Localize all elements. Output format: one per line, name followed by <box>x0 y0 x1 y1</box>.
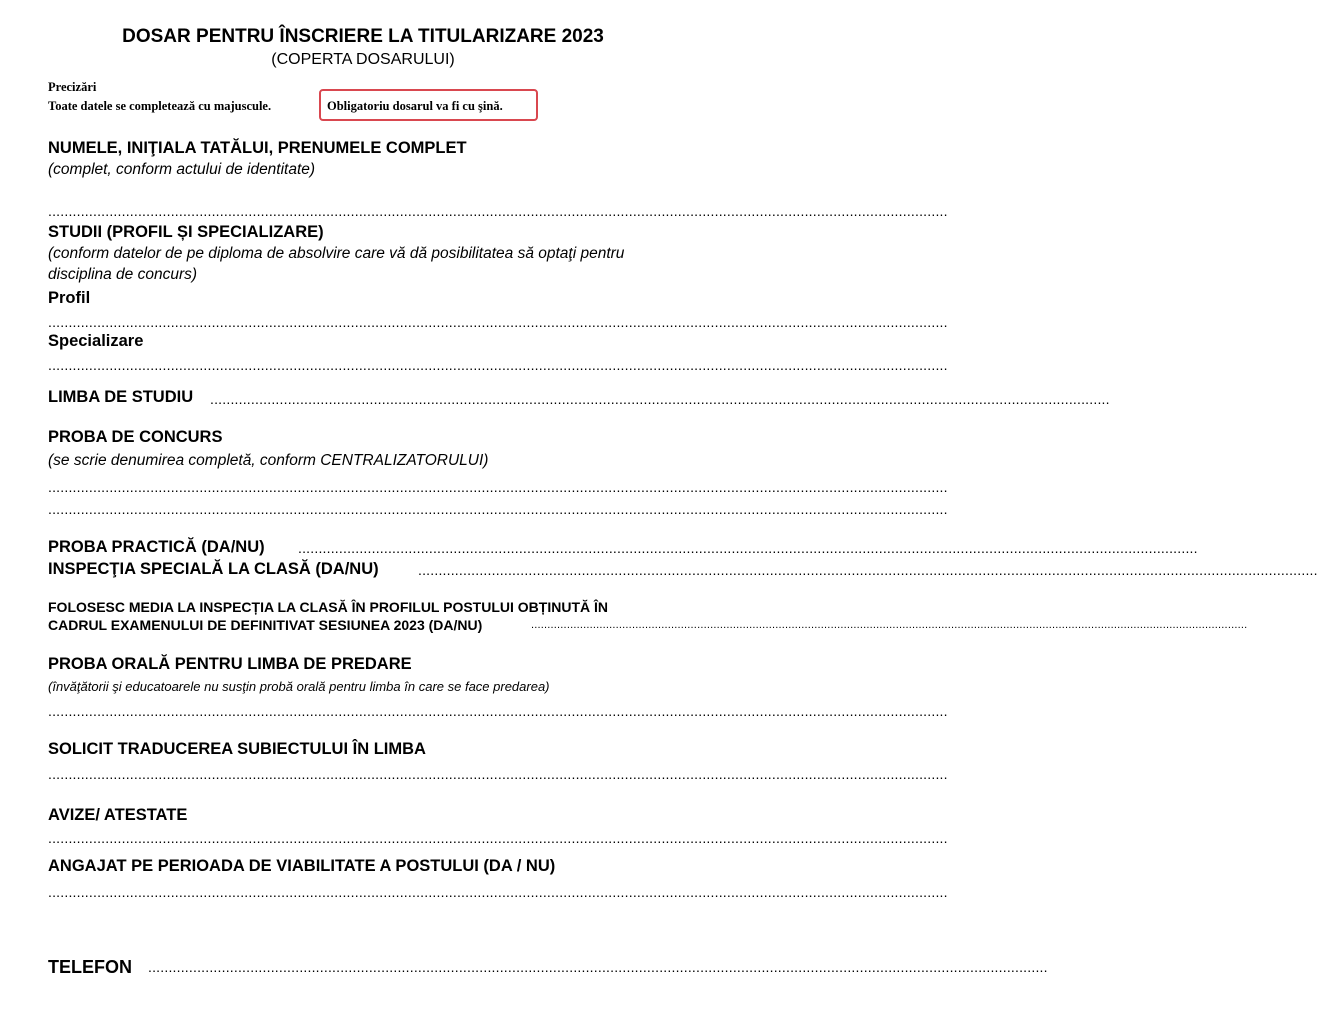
oral-field[interactable]: ............................................................................................................................................................................................................................ <box>48 703 948 719</box>
oral-label: PROBA ORALĂ PENTRU LIMBA DE PREDARE <box>48 655 412 673</box>
endorsements-label: AVIZE/ ATESTATE <box>48 806 188 824</box>
studies-label: STUDII (PROFIL ȘI SPECIALIZARE) <box>48 223 324 241</box>
average-field[interactable]: ............................................................................................................................................................................................................................ <box>531 619 1248 631</box>
language-field[interactable]: ............................................................................................................................................................................................................................ <box>210 391 1110 407</box>
practical-label: PROBA PRACTICĂ (DA/NU) <box>48 538 265 556</box>
average-line1: FOLOSESC MEDIA LA INSPECȚIA LA CLASĂ ÎN PROFILUL POSTULUI OBȚINUTĂ ÎN <box>48 599 608 615</box>
studies-hint-line2: disciplina de concurs) <box>48 266 198 283</box>
notes-binder-rule: Obligatoriu dosarul va fi cu şină. <box>327 99 503 113</box>
exam-field-line2[interactable]: ............................................................................................................................................................................................................................ <box>48 501 948 517</box>
translation-label: SOLICIT TRADUCEREA SUBIECTULUI ÎN LIMBA <box>48 740 426 758</box>
specialization-label: Specializare <box>48 332 144 350</box>
studies-hint-line1: (conform datelor de pe diploma de absolvire care vă dă posibilitatea să optaţi pentru <box>48 245 625 262</box>
name-hint: (complet, conform actului de identitate) <box>48 161 316 178</box>
inspection-field[interactable]: ............................................................................................................................................................................................................................ <box>418 562 1318 578</box>
highlight-box <box>319 89 538 121</box>
practical-field[interactable]: ............................................................................................................................................................................................................................ <box>298 540 1198 556</box>
average-line2: CADRUL EXAMENULUI DE DEFINITIVAT SESIUNEA 2023 (DA/NU) <box>48 617 483 633</box>
employment-field[interactable]: ............................................................................................................................................................................................................................ <box>48 884 948 900</box>
oral-hint: (învăţătorii şi educatoarele nu susţin probă orală pentru limba în care se face predarea) <box>48 679 550 694</box>
endorsements-field[interactable]: ............................................................................................................................................................................................................................ <box>48 830 948 846</box>
employment-label: ANGAJAT PE PERIOADA DE VIABILITATE A POSTULUI (DA / NU) <box>48 857 556 875</box>
translation-field[interactable]: ............................................................................................................................................................................................................................ <box>48 766 948 782</box>
phone-label: TELEFON <box>48 957 132 977</box>
document-title: DOSAR PENTRU ÎNSCRIERE LA TITULARIZARE 2023 <box>122 26 604 47</box>
profile-field[interactable]: ............................................................................................................................................................................................................................ <box>48 314 948 330</box>
specialization-field[interactable]: ............................................................................................................................................................................................................................ <box>48 357 948 373</box>
exam-label: PROBA DE CONCURS <box>48 428 223 446</box>
language-label: LIMBA DE STUDIU <box>48 388 194 406</box>
name-field[interactable]: ............................................................................................................................................................................................................................ <box>48 203 948 219</box>
notes-uppercase-rule: Toate datele se completează cu majuscule. <box>48 99 272 113</box>
name-label: NUMELE, INIŢIALA TATĂLUI, PRENUMELE COMPLET <box>48 139 467 157</box>
inspection-label: INSPECŢIA SPECIALĂ LA CLASĂ (DA/NU) <box>48 560 379 578</box>
document-subtitle: (COPERTA DOSARULUI) <box>271 51 455 68</box>
exam-hint: (se scrie denumirea completă, conform CENTRALIZATORULUI) <box>48 452 489 469</box>
exam-field-line1[interactable]: ............................................................................................................................................................................................................................ <box>48 479 948 495</box>
profile-label: Profil <box>48 289 91 307</box>
phone-field[interactable]: ............................................................................................................................................................................................................................ <box>148 959 1048 975</box>
notes-heading: Precizări <box>48 80 97 94</box>
